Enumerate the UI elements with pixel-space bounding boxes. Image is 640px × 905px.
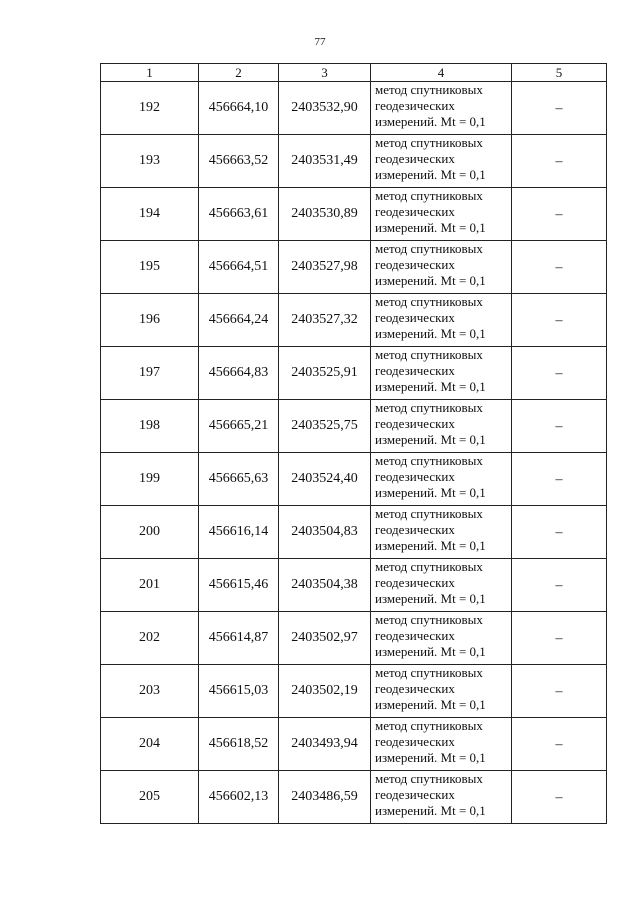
method-cell xyxy=(371,612,512,665)
x-coordinate-cell: 456664,10 xyxy=(199,82,279,135)
table-row xyxy=(101,612,607,665)
method-cell xyxy=(371,559,512,612)
method-text-line: метод спутниковых xyxy=(375,294,483,309)
table-row xyxy=(101,135,607,188)
method-text-line: геодезических xyxy=(375,151,455,166)
method-text-line: измерений. Mt = 0,1 xyxy=(375,591,486,606)
table-row xyxy=(101,559,607,612)
y-coordinate-cell: 2403525,75 xyxy=(279,400,371,453)
note-cell xyxy=(512,400,607,453)
x-coordinate-cell: 456664,83 xyxy=(199,347,279,400)
x-coordinate-cell: 456618,52 xyxy=(199,718,279,771)
method-text-line: метод спутниковых xyxy=(375,453,483,468)
method-text-line: измерений. Mt = 0,1 xyxy=(375,538,486,553)
table-row xyxy=(101,718,607,771)
column-header-5: 5 xyxy=(512,64,607,82)
method-text-line: геодезических xyxy=(375,575,455,590)
method-text-line: измерений. Mt = 0,1 xyxy=(375,644,486,659)
table-body xyxy=(101,82,607,824)
point-number-cell: 198 xyxy=(101,400,199,453)
point-number-cell: 201 xyxy=(101,559,199,612)
method-cell xyxy=(371,506,512,559)
method-cell xyxy=(371,771,512,824)
method-text-line: измерений. Mt = 0,1 xyxy=(375,220,486,235)
note-cell xyxy=(512,241,607,294)
y-coordinate-cell: 2403504,83 xyxy=(279,506,371,559)
x-coordinate-cell: 456602,13 xyxy=(199,771,279,824)
point-number-cell: 197 xyxy=(101,347,199,400)
table-row xyxy=(101,453,607,506)
note-cell xyxy=(512,82,607,135)
y-coordinate-cell: 2403502,19 xyxy=(279,665,371,718)
method-text-line: геодезических xyxy=(375,522,455,537)
method-cell xyxy=(371,241,512,294)
note-cell xyxy=(512,771,607,824)
x-coordinate-cell: 456664,51 xyxy=(199,241,279,294)
column-header-3: 3 xyxy=(279,64,371,82)
x-coordinate-cell: 456615,03 xyxy=(199,665,279,718)
note-cell xyxy=(512,453,607,506)
method-cell xyxy=(371,718,512,771)
point-number-cell: 202 xyxy=(101,612,199,665)
y-coordinate-cell: 2403486,59 xyxy=(279,771,371,824)
method-text-line: метод спутниковых xyxy=(375,135,483,150)
method-text-line: измерений. Mt = 0,1 xyxy=(375,697,486,712)
note-cell xyxy=(512,718,607,771)
note-dash: – xyxy=(555,101,563,116)
point-number-cell: 194 xyxy=(101,188,199,241)
page-number: 77 xyxy=(314,36,326,48)
table-row xyxy=(101,771,607,824)
note-dash: – xyxy=(555,260,563,275)
method-cell xyxy=(371,400,512,453)
method-cell xyxy=(371,82,512,135)
x-coordinate-cell: 456664,24 xyxy=(199,294,279,347)
note-cell xyxy=(512,559,607,612)
method-cell xyxy=(371,453,512,506)
point-number-cell: 203 xyxy=(101,665,199,718)
note-cell xyxy=(512,294,607,347)
method-text-line: измерений. Mt = 0,1 xyxy=(375,379,486,394)
note-cell xyxy=(512,506,607,559)
x-coordinate-cell: 456663,61 xyxy=(199,188,279,241)
table-row xyxy=(101,665,607,718)
method-cell xyxy=(371,135,512,188)
method-text-line: метод спутниковых xyxy=(375,665,483,680)
method-text-line: измерений. Mt = 0,1 xyxy=(375,167,486,182)
note-cell xyxy=(512,347,607,400)
y-coordinate-cell: 2403532,90 xyxy=(279,82,371,135)
x-coordinate-cell: 456616,14 xyxy=(199,506,279,559)
note-dash: – xyxy=(555,684,563,699)
note-dash: – xyxy=(555,790,563,805)
x-coordinate-cell: 456614,87 xyxy=(199,612,279,665)
method-text-line: метод спутниковых xyxy=(375,188,483,203)
note-dash: – xyxy=(555,737,563,752)
method-text-line: метод спутниковых xyxy=(375,347,483,362)
note-dash: – xyxy=(555,207,563,222)
point-number-cell: 199 xyxy=(101,453,199,506)
table-row xyxy=(101,82,607,135)
y-coordinate-cell: 2403524,40 xyxy=(279,453,371,506)
method-text-line: измерений. Mt = 0,1 xyxy=(375,432,486,447)
note-dash: – xyxy=(555,366,563,381)
point-number-cell: 193 xyxy=(101,135,199,188)
point-number-cell: 196 xyxy=(101,294,199,347)
table-row xyxy=(101,188,607,241)
table-row xyxy=(101,400,607,453)
method-text-line: метод спутниковых xyxy=(375,241,483,256)
method-text-line: метод спутниковых xyxy=(375,771,483,786)
method-text-line: метод спутниковых xyxy=(375,82,483,97)
column-header-2: 2 xyxy=(199,64,279,82)
note-cell xyxy=(512,188,607,241)
note-dash: – xyxy=(555,472,563,487)
x-coordinate-cell: 456615,46 xyxy=(199,559,279,612)
method-text-line: геодезических xyxy=(375,469,455,484)
x-coordinate-cell: 456665,21 xyxy=(199,400,279,453)
point-number-cell: 204 xyxy=(101,718,199,771)
x-coordinate-cell: 456663,52 xyxy=(199,135,279,188)
point-number-cell: 195 xyxy=(101,241,199,294)
y-coordinate-cell: 2403493,94 xyxy=(279,718,371,771)
method-text-line: геодезических xyxy=(375,734,455,749)
note-cell xyxy=(512,135,607,188)
y-coordinate-cell: 2403527,32 xyxy=(279,294,371,347)
method-text-line: измерений. Mt = 0,1 xyxy=(375,803,486,818)
y-coordinate-cell: 2403531,49 xyxy=(279,135,371,188)
method-text-line: геодезических xyxy=(375,681,455,696)
point-number-cell: 192 xyxy=(101,82,199,135)
y-coordinate-cell: 2403525,91 xyxy=(279,347,371,400)
table-row xyxy=(101,506,607,559)
x-coordinate-cell: 456665,63 xyxy=(199,453,279,506)
column-header-1: 1 xyxy=(101,64,199,82)
method-cell xyxy=(371,665,512,718)
method-text-line: измерений. Mt = 0,1 xyxy=(375,485,486,500)
method-text-line: метод спутниковых xyxy=(375,559,483,574)
method-cell xyxy=(371,188,512,241)
method-text-line: измерений. Mt = 0,1 xyxy=(375,326,486,341)
point-number-cell: 205 xyxy=(101,771,199,824)
note-dash: – xyxy=(555,154,563,169)
y-coordinate-cell: 2403530,89 xyxy=(279,188,371,241)
y-coordinate-cell: 2403527,98 xyxy=(279,241,371,294)
method-text-line: измерений. Mt = 0,1 xyxy=(375,750,486,765)
method-text-line: метод спутниковых xyxy=(375,612,483,627)
method-text-line: геодезических xyxy=(375,628,455,643)
method-text-line: геодезических xyxy=(375,98,455,113)
method-text-line: метод спутниковых xyxy=(375,718,483,733)
note-dash: – xyxy=(555,525,563,540)
method-text-line: метод спутниковых xyxy=(375,400,483,415)
method-text-line: геодезических xyxy=(375,363,455,378)
note-cell xyxy=(512,665,607,718)
point-number-cell: 200 xyxy=(101,506,199,559)
method-text-line: геодезических xyxy=(375,310,455,325)
table-row xyxy=(101,294,607,347)
column-header-4: 4 xyxy=(371,64,512,82)
y-coordinate-cell: 2403502,97 xyxy=(279,612,371,665)
table-header-row xyxy=(101,64,607,82)
method-text-line: геодезических xyxy=(375,416,455,431)
method-cell xyxy=(371,294,512,347)
table-row xyxy=(101,347,607,400)
note-dash: – xyxy=(555,313,563,328)
method-text-line: геодезических xyxy=(375,204,455,219)
note-dash: – xyxy=(555,631,563,646)
method-cell xyxy=(371,347,512,400)
note-dash: – xyxy=(555,578,563,593)
method-text-line: геодезических xyxy=(375,787,455,802)
note-dash: – xyxy=(555,419,563,434)
coordinates-table xyxy=(100,63,607,824)
method-text-line: измерений. Mt = 0,1 xyxy=(375,114,486,129)
y-coordinate-cell: 2403504,38 xyxy=(279,559,371,612)
method-text-line: геодезических xyxy=(375,257,455,272)
method-text-line: метод спутниковых xyxy=(375,506,483,521)
note-cell xyxy=(512,612,607,665)
table-row xyxy=(101,241,607,294)
method-text-line: измерений. Mt = 0,1 xyxy=(375,273,486,288)
